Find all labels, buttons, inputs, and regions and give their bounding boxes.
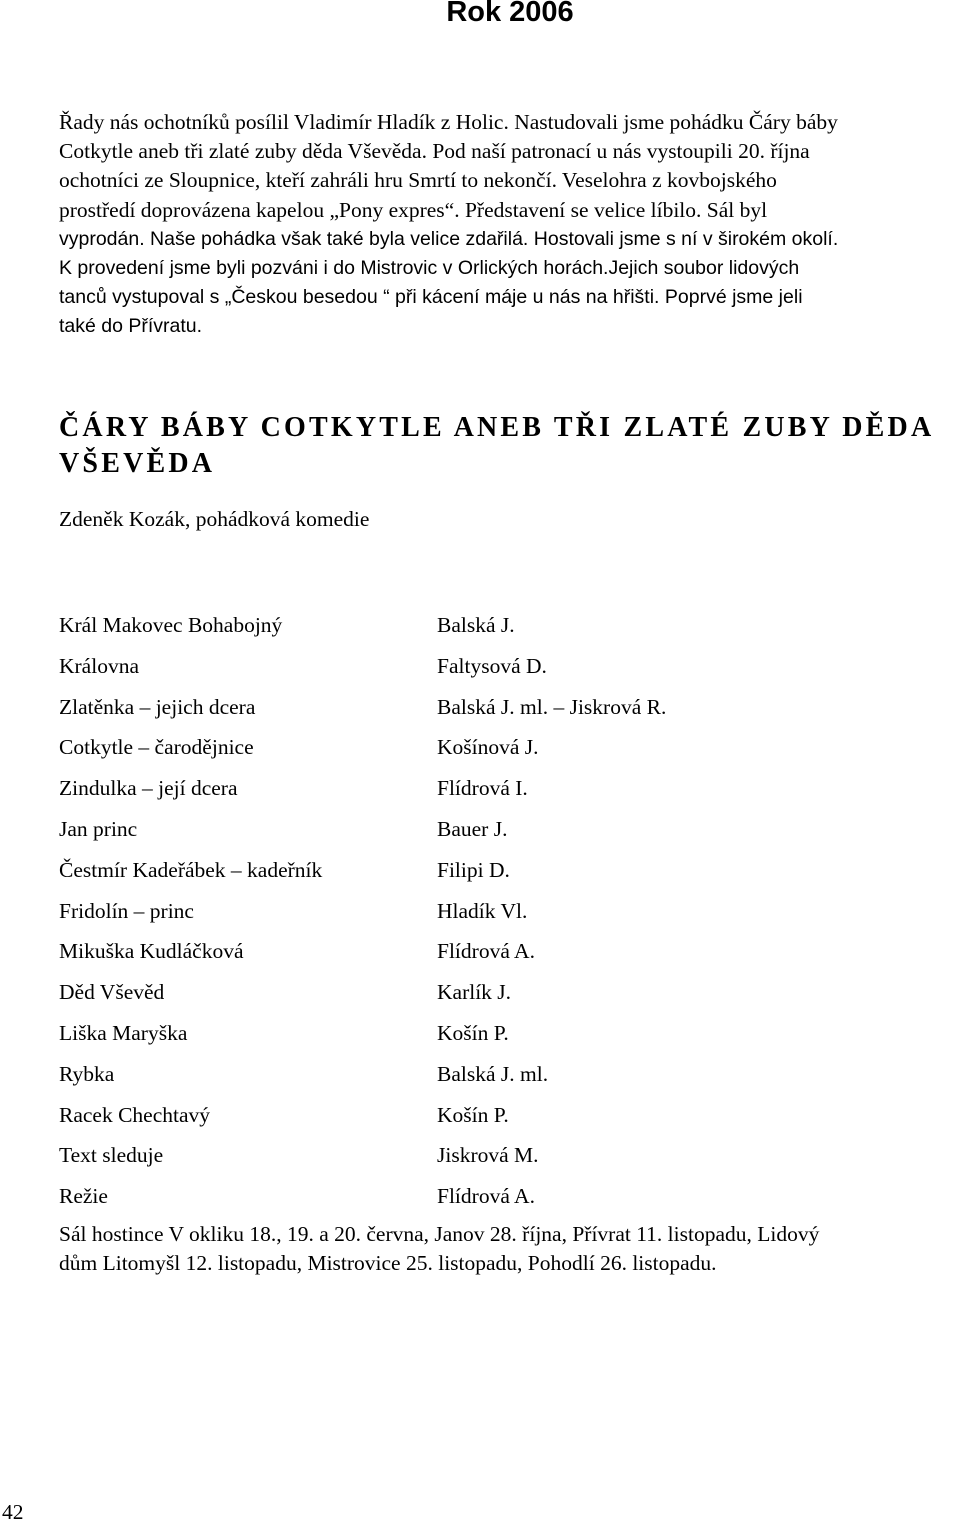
cast-actor: Flídrová A. (437, 939, 535, 964)
intro-line: Cotkytle aneb tři zlaté zuby děda Vševěda. Pod naší patronací u nás vystoupili 20. října (59, 139, 810, 164)
page-title: Rok 2006 (446, 0, 574, 28)
play-title-line: VŠEVĚDA (59, 448, 216, 479)
intro-line: ochotníci ze Sloupnice, kteří zahráli hru Smrtí to nekončí. Veselohra z kovbojského (59, 168, 777, 193)
cast-row (59, 855, 939, 896)
cast-actor: Bauer J. (437, 816, 508, 841)
cast-role: Režie (59, 1184, 108, 1209)
cast-role: Děd Vševěd (59, 980, 165, 1005)
cast-role: Liška Maryška (59, 1020, 188, 1045)
venues-line: Sál hostince V okliku 18., 19. a 20. června, Janov 28. října, Přívrat 11. listopadu, Lidový (59, 1222, 820, 1246)
cast-row (59, 651, 939, 692)
cast-actor: Jiskrová M. (437, 1143, 539, 1168)
cast-actor: Balská J. ml. – Jiskrová R. (437, 694, 667, 719)
cast-row (59, 1100, 939, 1141)
cast-row (59, 692, 939, 733)
cast-role: Rybka (59, 1061, 115, 1086)
cast-role: Zindulka – její dcera (59, 776, 238, 801)
cast-role: Cotkytle – čarodějnice (59, 735, 254, 760)
cast-row (59, 814, 939, 855)
cast-actor: Balská J. (437, 613, 515, 637)
intro-line: prostředí doprovázena kapelou „Pony expres“. Představení se velice líbilo. Sál byl (59, 197, 768, 222)
cast-row (59, 732, 939, 773)
cast-role: Racek Chechtavý (59, 1102, 211, 1127)
cast-actor: Flídrová I. (437, 776, 528, 801)
cast-row (59, 610, 939, 651)
cast-role: Královna (59, 653, 139, 678)
cast-row (59, 1181, 939, 1222)
cast-list (59, 610, 939, 1222)
cast-actor: Karlík J. (437, 980, 512, 1005)
cast-actor: Balská J. ml. (437, 1061, 549, 1086)
play-title-line: ČÁRY BÁBY COTKYTLE ANEB TŘI ZLATÉ ZUBY DĚDA (59, 412, 935, 443)
play-subtitle: Zdeněk Kozák, pohádková komedie (59, 507, 370, 531)
cast-role: Král Makovec Bohabojný (59, 613, 283, 637)
cast-actor: Faltysová D. (437, 653, 547, 678)
intro-line: K provedení jsme byli pozváni i do Mistrovic v Orlických horách.Jejich soubor lidových (59, 257, 800, 280)
intro-paragraph (59, 108, 939, 342)
cast-row (59, 896, 939, 937)
intro-line: vyprodán. Naše pohádka však také byla velice zdařilá. Hostovali jsme s ní v širokém okolí. (59, 227, 839, 250)
venues-line: dům Litomyšl 12. listopadu, Mistrovice 25. listopadu, Pohodlí 26. listopadu. (59, 1251, 717, 1276)
cast-row (59, 773, 939, 814)
intro-line: tanců vystupoval s „Českou besedou “ při kácení máje u nás na hřišti. Poprvé jsme jeli (59, 286, 803, 309)
cast-actor: Hladík Vl. (437, 898, 528, 923)
cast-role: Čestmír Kadeřábek – kadeřník (59, 857, 323, 882)
play-title (59, 410, 939, 482)
cast-actor: Košín P. (437, 1102, 509, 1127)
venues-paragraph (59, 1220, 949, 1278)
cast-role: Mikuška Kudláčková (59, 939, 244, 964)
cast-row (59, 1018, 939, 1059)
page-number: 42 (2, 1500, 24, 1524)
cast-actor: Filipi D. (437, 857, 510, 882)
cast-role: Jan princ (59, 816, 138, 841)
cast-actor: Flídrová A. (437, 1184, 535, 1209)
intro-line: Řady nás ochotníků posílil Vladimír Hladík z Holic. Nastudovali jsme pohádku Čáry báby (59, 110, 838, 134)
cast-role: Text sleduje (59, 1143, 164, 1168)
intro-line: také do Přívratu. (59, 315, 203, 338)
cast-role: Fridolín – princ (59, 898, 194, 923)
cast-actor: Košín P. (437, 1020, 509, 1045)
cast-row (59, 1140, 939, 1181)
cast-actor: Košínová J. (437, 735, 539, 760)
cast-row (59, 977, 939, 1018)
cast-row (59, 936, 939, 977)
cast-row (59, 1059, 939, 1100)
cast-role: Zlatěnka – jejich dcera (59, 694, 256, 719)
